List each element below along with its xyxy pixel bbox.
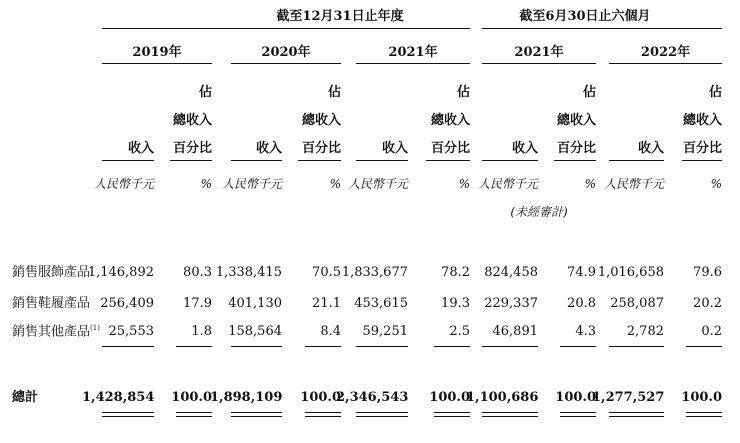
year-2019-rule <box>102 63 212 64</box>
subtotal-rule <box>231 346 282 347</box>
total-cell: 1,898,109 <box>210 390 283 405</box>
table-cell: 2.5 <box>449 324 470 339</box>
pct-col-header-line1: 佔 <box>456 85 470 100</box>
pct-col-rule <box>554 160 596 161</box>
subtotal-rule <box>356 346 408 347</box>
unit-percent: % <box>329 177 341 191</box>
unit-rmb-thousands: 人民幣千元 <box>94 177 155 191</box>
subtotal-rule <box>176 346 212 347</box>
total-cell: 1,100,686 <box>466 390 539 405</box>
year-2022-rule <box>609 63 722 64</box>
unaudited-note: (未經審計) <box>510 205 568 219</box>
table-cell: 20.8 <box>567 296 596 311</box>
pct-col-header-line3: 百分比 <box>172 141 212 156</box>
year-2021-rule <box>356 63 470 64</box>
total-cell: 1,428,854 <box>82 390 155 405</box>
revenue-col-rule <box>356 160 408 161</box>
pct-col-header-line1: 佔 <box>198 85 212 100</box>
row-label-footwear: 銷售鞋履產品 <box>12 296 91 311</box>
revenue-col-header: 收入 <box>255 141 282 156</box>
table-cell: 401,130 <box>228 296 282 311</box>
unit-rmb-thousands: 人民幣千元 <box>604 177 665 191</box>
revenue-col-header: 收入 <box>127 141 154 156</box>
pct-col-header-line2: 總收入 <box>556 113 596 128</box>
pct-col-header-line3: 百分比 <box>301 141 341 156</box>
table-cell: 59,251 <box>362 324 408 339</box>
table-cell: 70.5 <box>312 265 341 280</box>
row-label-text: 銷售其他產品 <box>12 324 91 340</box>
unit-percent: % <box>200 177 212 191</box>
annual-period-header: 截至12月31日止年度 <box>276 9 404 24</box>
table-cell: 74.9 <box>567 265 596 280</box>
pct-col-rule <box>426 160 470 161</box>
table-cell: 1,833,677 <box>341 265 408 280</box>
table-cell: 256,409 <box>100 296 154 311</box>
subtotal-rule <box>560 346 596 347</box>
pct-col-header-line1: 佔 <box>582 85 596 100</box>
revenue-col-rule <box>609 160 664 161</box>
pct-col-header-line3: 百分比 <box>682 141 722 156</box>
pct-col-header-line2: 總收入 <box>301 113 341 128</box>
revenue-col-rule <box>102 160 154 161</box>
table-cell: 453,615 <box>354 296 408 311</box>
unit-rmb-thousands: 人民幣千元 <box>222 177 283 191</box>
total-label: 總計 <box>12 390 39 405</box>
table-cell: 46,891 <box>492 324 538 339</box>
year-2020-header: 2020年 <box>261 45 311 60</box>
revenue-col-header: 收入 <box>637 141 664 156</box>
table-cell: 1,338,415 <box>215 265 282 280</box>
revenue-col-header: 收入 <box>511 141 538 156</box>
table-cell: 4.3 <box>575 324 596 339</box>
year-2022-header: 2022年 <box>640 45 691 60</box>
table-cell: 158,564 <box>228 324 282 339</box>
total-cell: 100.0 <box>429 390 470 405</box>
table-cell: 258,087 <box>610 296 664 311</box>
table-cell: 824,458 <box>484 265 538 280</box>
total-cell: 100.0 <box>171 390 212 405</box>
table-cell: 78.2 <box>441 265 470 280</box>
revenue-col-rule <box>231 160 282 161</box>
table-cell: 229,337 <box>484 296 538 311</box>
total-cell: 100.0 <box>555 390 596 405</box>
table-cell: 20.2 <box>693 296 722 311</box>
interim-period-header: 截至6月30日止六個月 <box>519 9 651 24</box>
subtotal-rule <box>102 346 154 347</box>
total-cell: 2,346,543 <box>336 390 409 405</box>
table-cell: 8.4 <box>320 324 341 339</box>
subtotal-rule <box>609 346 664 347</box>
year-2021-interim-header: 2021年 <box>514 45 564 60</box>
table-cell: 80.3 <box>183 265 212 280</box>
revenue-col-header: 收入 <box>381 141 408 156</box>
table-cell: 2,782 <box>626 324 664 339</box>
total-cell: 100.0 <box>681 390 722 405</box>
unit-rmb-thousands: 人民幣千元 <box>348 177 409 191</box>
unit-percent: % <box>710 177 722 191</box>
pct-col-rule <box>298 160 341 161</box>
table-cell: 1,146,892 <box>87 265 154 280</box>
table-cell: 0.2 <box>701 324 722 339</box>
unit-rmb-thousands: 人民幣千元 <box>478 177 539 191</box>
year-2020-rule <box>231 63 341 64</box>
table-cell: 1,016,658 <box>597 265 664 280</box>
subtotal-rule <box>305 346 341 347</box>
pct-col-header-line1: 佔 <box>708 85 722 100</box>
pct-col-header-line2: 總收入 <box>430 113 470 128</box>
interim-header-rule <box>482 28 722 29</box>
table-cell: 79.6 <box>693 265 722 280</box>
subtotal-rule <box>686 346 722 347</box>
annual-header-rule <box>102 28 470 29</box>
unit-percent: % <box>584 177 596 191</box>
year-2021-interim-rule <box>482 63 596 64</box>
subtotal-rule <box>434 346 470 347</box>
pct-col-header-line2: 總收入 <box>682 113 722 128</box>
pct-col-header-line3: 百分比 <box>430 141 470 156</box>
table-cell: 17.9 <box>183 296 212 311</box>
pct-col-header-line3: 百分比 <box>556 141 596 156</box>
pct-col-rule <box>682 160 722 161</box>
footnote-marker: (1) <box>90 324 100 332</box>
year-2021-header: 2021年 <box>388 45 438 60</box>
table-cell: 21.1 <box>312 296 341 311</box>
table-cell: 1.8 <box>191 324 212 339</box>
total-cell: 100.0 <box>300 390 341 405</box>
subtotal-rule <box>482 346 538 347</box>
year-2019-header: 2019年 <box>132 45 182 60</box>
table-cell: 19.3 <box>441 296 470 311</box>
row-label-apparel: 銷售服飾產品 <box>12 265 91 280</box>
table-cell: 25,553 <box>108 324 154 339</box>
pct-col-header-line1: 佔 <box>327 85 341 100</box>
unit-percent: % <box>458 177 470 191</box>
pct-col-rule <box>170 160 212 161</box>
total-cell: 1,277,527 <box>592 390 665 405</box>
revenue-col-rule <box>482 160 538 161</box>
pct-col-header-line2: 總收入 <box>172 113 212 128</box>
